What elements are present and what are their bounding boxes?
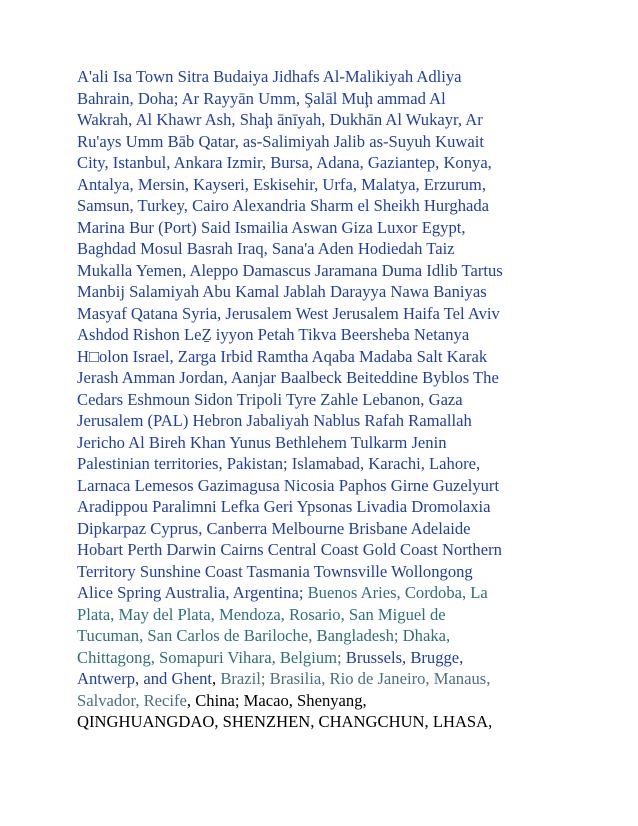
text-line <box>77 303 577 325</box>
text-run: Larnaca Lemesos Gazimagusa Nicosia Paphos Girne Guzelyurt <box>77 475 500 495</box>
text-line <box>77 195 577 217</box>
text-run: Jerusalem (PAL) Hebron Jabaliyah Nablus Rafah Ramallah <box>77 411 472 430</box>
text-run: , China; Macao, Shenyang, <box>186 690 367 710</box>
text-line <box>77 88 577 110</box>
text-line <box>77 260 577 282</box>
text-run: Chittagong, Somapuri Vihara, Belgium; <box>77 647 346 667</box>
text-line <box>77 281 577 303</box>
text-run: Cedars Eshmoun Sidon Tripoli Tyre Zahle Lebanon, Gaza <box>77 389 463 409</box>
text-run: Antwerp, and Ghent <box>77 669 213 688</box>
text-run: Baghdad Mosul Basrah Iraq, Sana'a Aden Hodiedah Taiz <box>77 239 455 258</box>
text-line <box>77 604 577 626</box>
text-run: H□olon Israel, Zarga Irbid Ramtha Aqaba Madaba Salt Karak <box>77 346 488 366</box>
text-run: Jerash Amman Jordan, Aanjar Baalbeck Beiteddine Byblos The <box>77 368 499 387</box>
text-run: Ru'ays Umm Bāb Qatar, as-Salimiyah Jalib as-Suyuh Kuwait <box>77 131 484 151</box>
text-line <box>77 152 577 174</box>
text-line <box>77 389 577 411</box>
text-line <box>77 217 577 239</box>
text-run: Brazil; Brasilia, Rio de Janeiro, Manaus, <box>220 669 491 688</box>
text-run: Aradippou Paralimni Lefka Geri Ypsonas Livadia Dromolaxia <box>77 497 491 516</box>
text-run: Mukalla Yemen, Aleppo Damascus Jaramana Duma Idlib Tartus <box>77 260 503 280</box>
text-run: Buenos Aries, Cordoba, La <box>307 583 488 602</box>
text-line <box>77 647 577 669</box>
text-line <box>77 582 577 604</box>
text-run: A'ali Isa Town Sitra Budaiya Jidhafs Al-Malikiyah Adliya <box>77 67 462 86</box>
text-run: Ashdod Rishon LeẔ iyyon Petah Tikva Beersheba Netanya <box>77 325 470 344</box>
text-run: Palestinian territories, Pakistan; Islamabad, Karachi, Lahore, <box>77 454 481 473</box>
text-line <box>77 324 577 346</box>
text-line <box>77 131 577 153</box>
text-run: Masyaf Qatana Syria, Jerusalem West Jerusalem Haifa Tel Aviv <box>77 303 500 323</box>
text-line <box>77 668 577 690</box>
text-run: Wakrah, Al Khawr Ash, Shaḩ ānīyah, Dukhān Al Wukayr, Ar <box>77 110 483 129</box>
text-line <box>77 625 577 647</box>
text-line <box>77 346 577 368</box>
text-run: Samsun, Turkey, Cairo Alexandria Sharm el Sheikh Hurghada <box>77 196 490 215</box>
text-run: Salvador, Recife <box>77 690 187 710</box>
text-run: Plata, May del Plata, Mendoza, Rosario, San Miguel de <box>77 604 446 624</box>
text-run: Brussels, Brugge, <box>345 647 464 667</box>
document-body-text <box>77 66 577 733</box>
text-run: Bahrain, Doha; Ar Rayyān Umm, Şalāl Muḩ ammad Al <box>77 88 446 108</box>
text-run: City, Istanbul, Ankara Izmir, Bursa, Adana, Gaziantep, Konya, <box>77 153 492 172</box>
text-run: Marina Bur (Port) Said Ismailia Aswan Giza Luxor Egypt, <box>77 217 466 237</box>
text-line <box>77 109 577 131</box>
text-line <box>77 561 577 583</box>
text-run: Manbij Salamiyah Abu Kamal Jablah Darayya Nawa Baniyas <box>77 282 487 301</box>
text-line <box>77 518 577 540</box>
text-line <box>77 174 577 196</box>
text-run: , <box>212 669 221 688</box>
text-line <box>77 711 577 733</box>
text-run: Antalya, Mersin, Kayseri, Eskisehir, Urfa, Malatya, Erzurum, <box>77 174 486 194</box>
text-line <box>77 475 577 497</box>
text-run: Jericho Al Bireh Khan Yunus Bethlehem Tulkarm Jenin <box>77 432 447 452</box>
text-line <box>77 410 577 432</box>
text-line <box>77 367 577 389</box>
text-run: Dipkarpaz Cyprus, Canberra Melbourne Brisbane Adelaide <box>77 518 471 538</box>
text-line <box>77 453 577 475</box>
text-line <box>77 690 577 712</box>
text-run: Hobart Perth Darwin Cairns Central Coast Gold Coast Northern <box>77 540 502 559</box>
text-run: Alice Spring Australia, Argentina; <box>77 583 308 602</box>
text-run: QINGHUANGDAO, SHENZHEN, CHANGCHUN, LHASA, <box>77 712 493 731</box>
text-line <box>77 66 577 88</box>
text-line <box>77 496 577 518</box>
text-line <box>77 432 577 454</box>
text-run: Territory Sunshine Coast Tasmania Townsville Wollongong <box>77 561 473 581</box>
text-line <box>77 539 577 561</box>
text-line <box>77 238 577 260</box>
text-run: Tucuman, San Carlos de Bariloche, Bangladesh; Dhaka, <box>77 626 451 645</box>
